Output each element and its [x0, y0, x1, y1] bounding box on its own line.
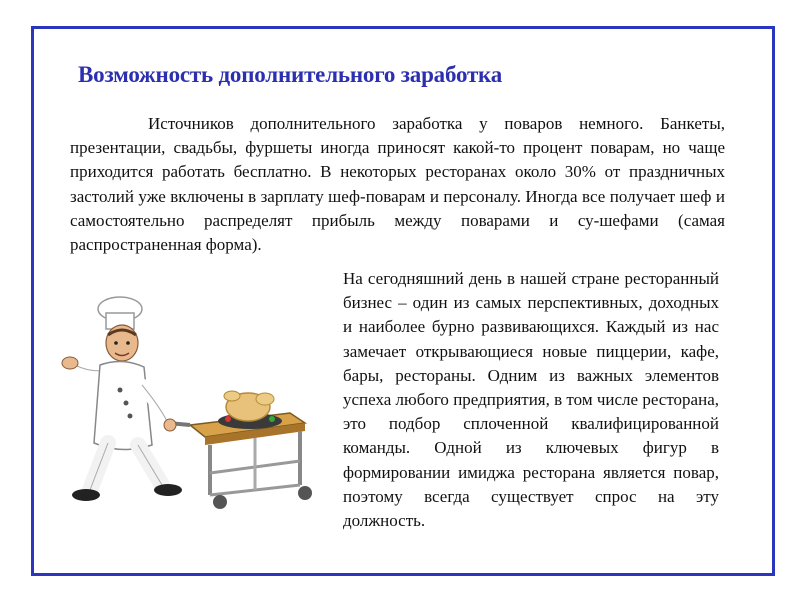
cart-icon — [168, 391, 312, 509]
paragraph-extra-income: Источников дополнительного заработка у поваров немного. Банкеты, презентации, свадьбы, фуршеты иногда приносят какой-то процент поварам, но чаще приходится работать бесплатно. В некоторых ресторанах около 30% от праздничных застолий уже включены в зарплату шеф-поварам и персоналу. Иногда все получает шеф и самостоятельно распределят прибыль между поварами и су-шефами (самая распространенная форма). — [70, 114, 725, 255]
slide-title: Возможность дополнительного заработка — [78, 62, 503, 87]
chef-figure — [62, 297, 182, 501]
paragraph-restaurant-business: На сегодняшний день в нашей стране ресторанный бизнес – один из самых перспективных, доходных и наиболее бурно развивающихся. Каждый из нас замечает открывающиеся новые пиццерии, кафе, бары, рестораны. Одним из важных элементов успеха любого предприятия, в том числе ресторана, это подбор сплоченной квалифицированной команды. Одной из ключевых фигур в формировании имиджа ресторана является повар, поэтому всегда существует спрос на эту должность. — [343, 269, 719, 531]
chef-with-cart-icon — [60, 295, 340, 515]
